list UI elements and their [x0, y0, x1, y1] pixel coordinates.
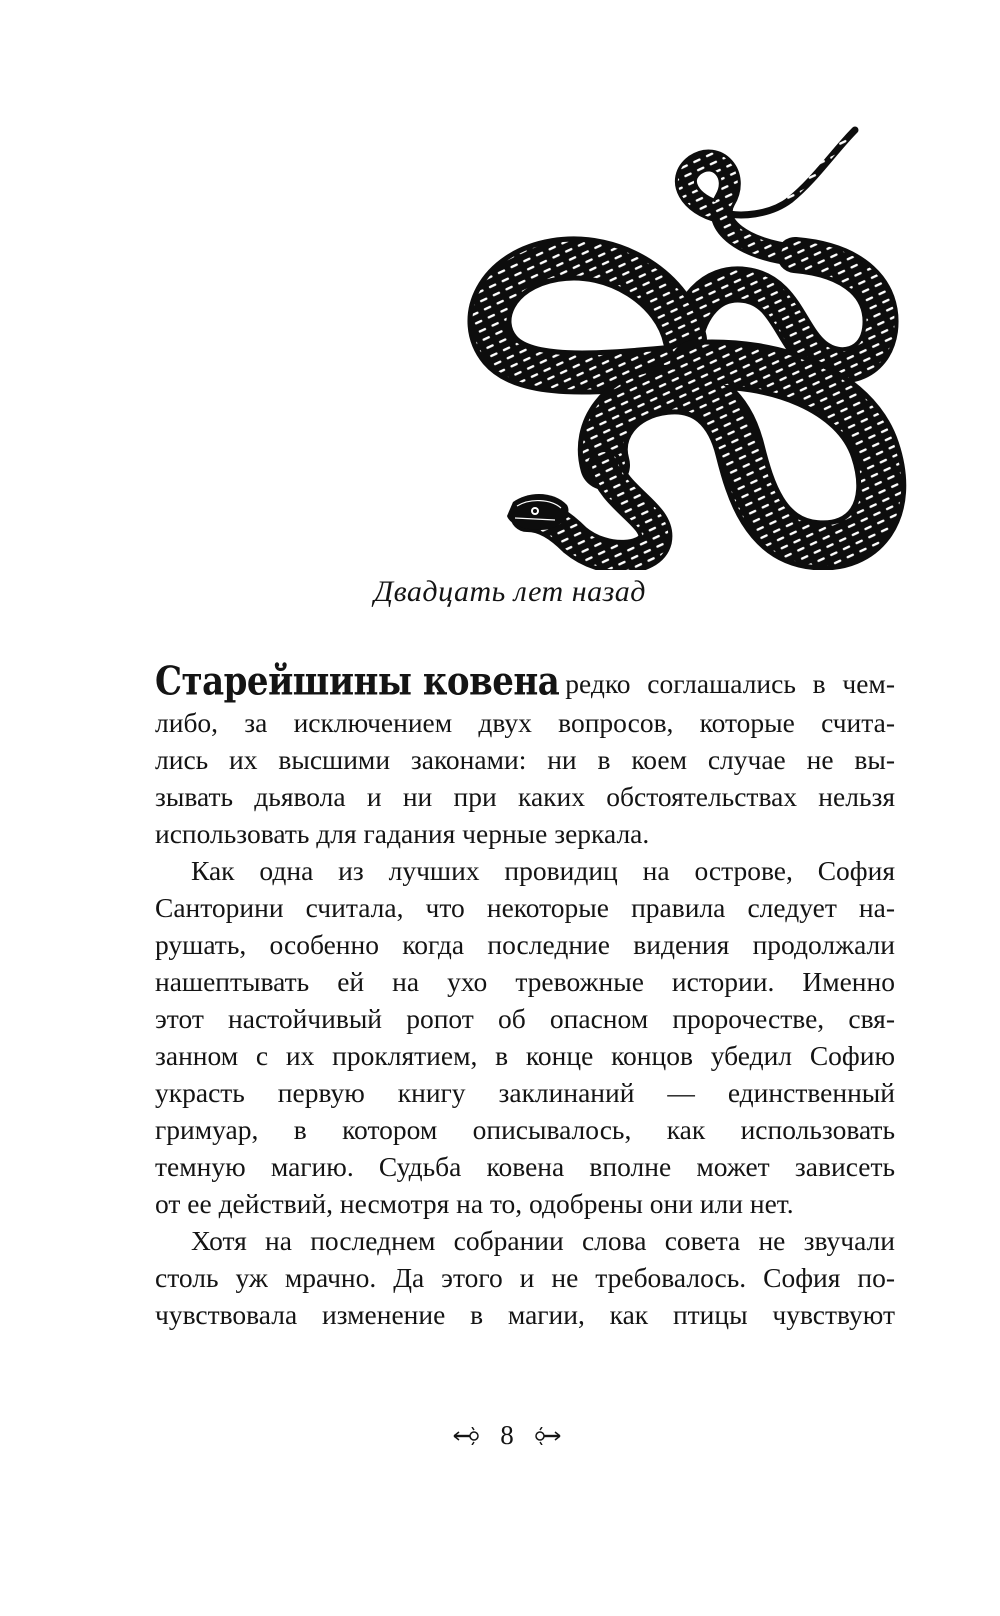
- text-line: столь уж мрачно. Да этого и не требовалось. София по-: [155, 1262, 895, 1293]
- text-line: этот настойчивый ропот об опасном пророчестве, свя-: [155, 1003, 895, 1034]
- text-line: Как одна из лучших провидиц на острове, София: [191, 855, 895, 886]
- text-line: Старейшины ковена редко соглашались в чем-: [155, 660, 895, 704]
- text-line: использовать для гадания черные зеркала.: [155, 818, 650, 849]
- text-line: от ее действий, несмотря на то, одобрены они или нет.: [155, 1188, 794, 1219]
- fleuron-right-icon: [532, 1427, 562, 1445]
- chapter-subtitle: Двадцать лет назад: [374, 575, 646, 608]
- fleuron-left-icon: [452, 1427, 482, 1445]
- text-line: чувствовала изменение в магии, как птицы чувствуют: [155, 1299, 895, 1330]
- text-line: рушать, особенно когда последние видения продолжали: [155, 929, 895, 960]
- text-line: Санторини считала, что некоторые правила следует на-: [155, 892, 895, 923]
- text-line: гримуар, в котором описывалось, как использовать: [155, 1114, 895, 1145]
- text-line: украсть первую книгу заклинаний — единственный: [155, 1077, 895, 1108]
- page-number: 8: [500, 1420, 514, 1450]
- text-line: Хотя на последнем собрании слова совета не звучали: [191, 1225, 895, 1256]
- text-line: темную магию. Судьба ковена вполне может зависеть: [155, 1151, 895, 1182]
- text-line: зывать дьявола и ни при каких обстоятельствах нельзя: [155, 781, 895, 812]
- text-line: либо, за исключением двух вопросов, которые счита-: [155, 707, 895, 738]
- body-text: [155, 660, 895, 1333]
- drop-lead-words: Старейшины ковена: [155, 659, 560, 705]
- text-line: занном с их проклятием, в конце концов убедил Софию: [155, 1040, 895, 1071]
- text-line: нашептывать ей на ухо тревожные истории. Именно: [155, 966, 895, 997]
- page-footer: [0, 1420, 1000, 1451]
- text-line: лись их высшими законами: ни в коем случае не вы-: [155, 744, 895, 775]
- snake-illustration: [455, 120, 915, 570]
- snake-icon: [455, 120, 915, 570]
